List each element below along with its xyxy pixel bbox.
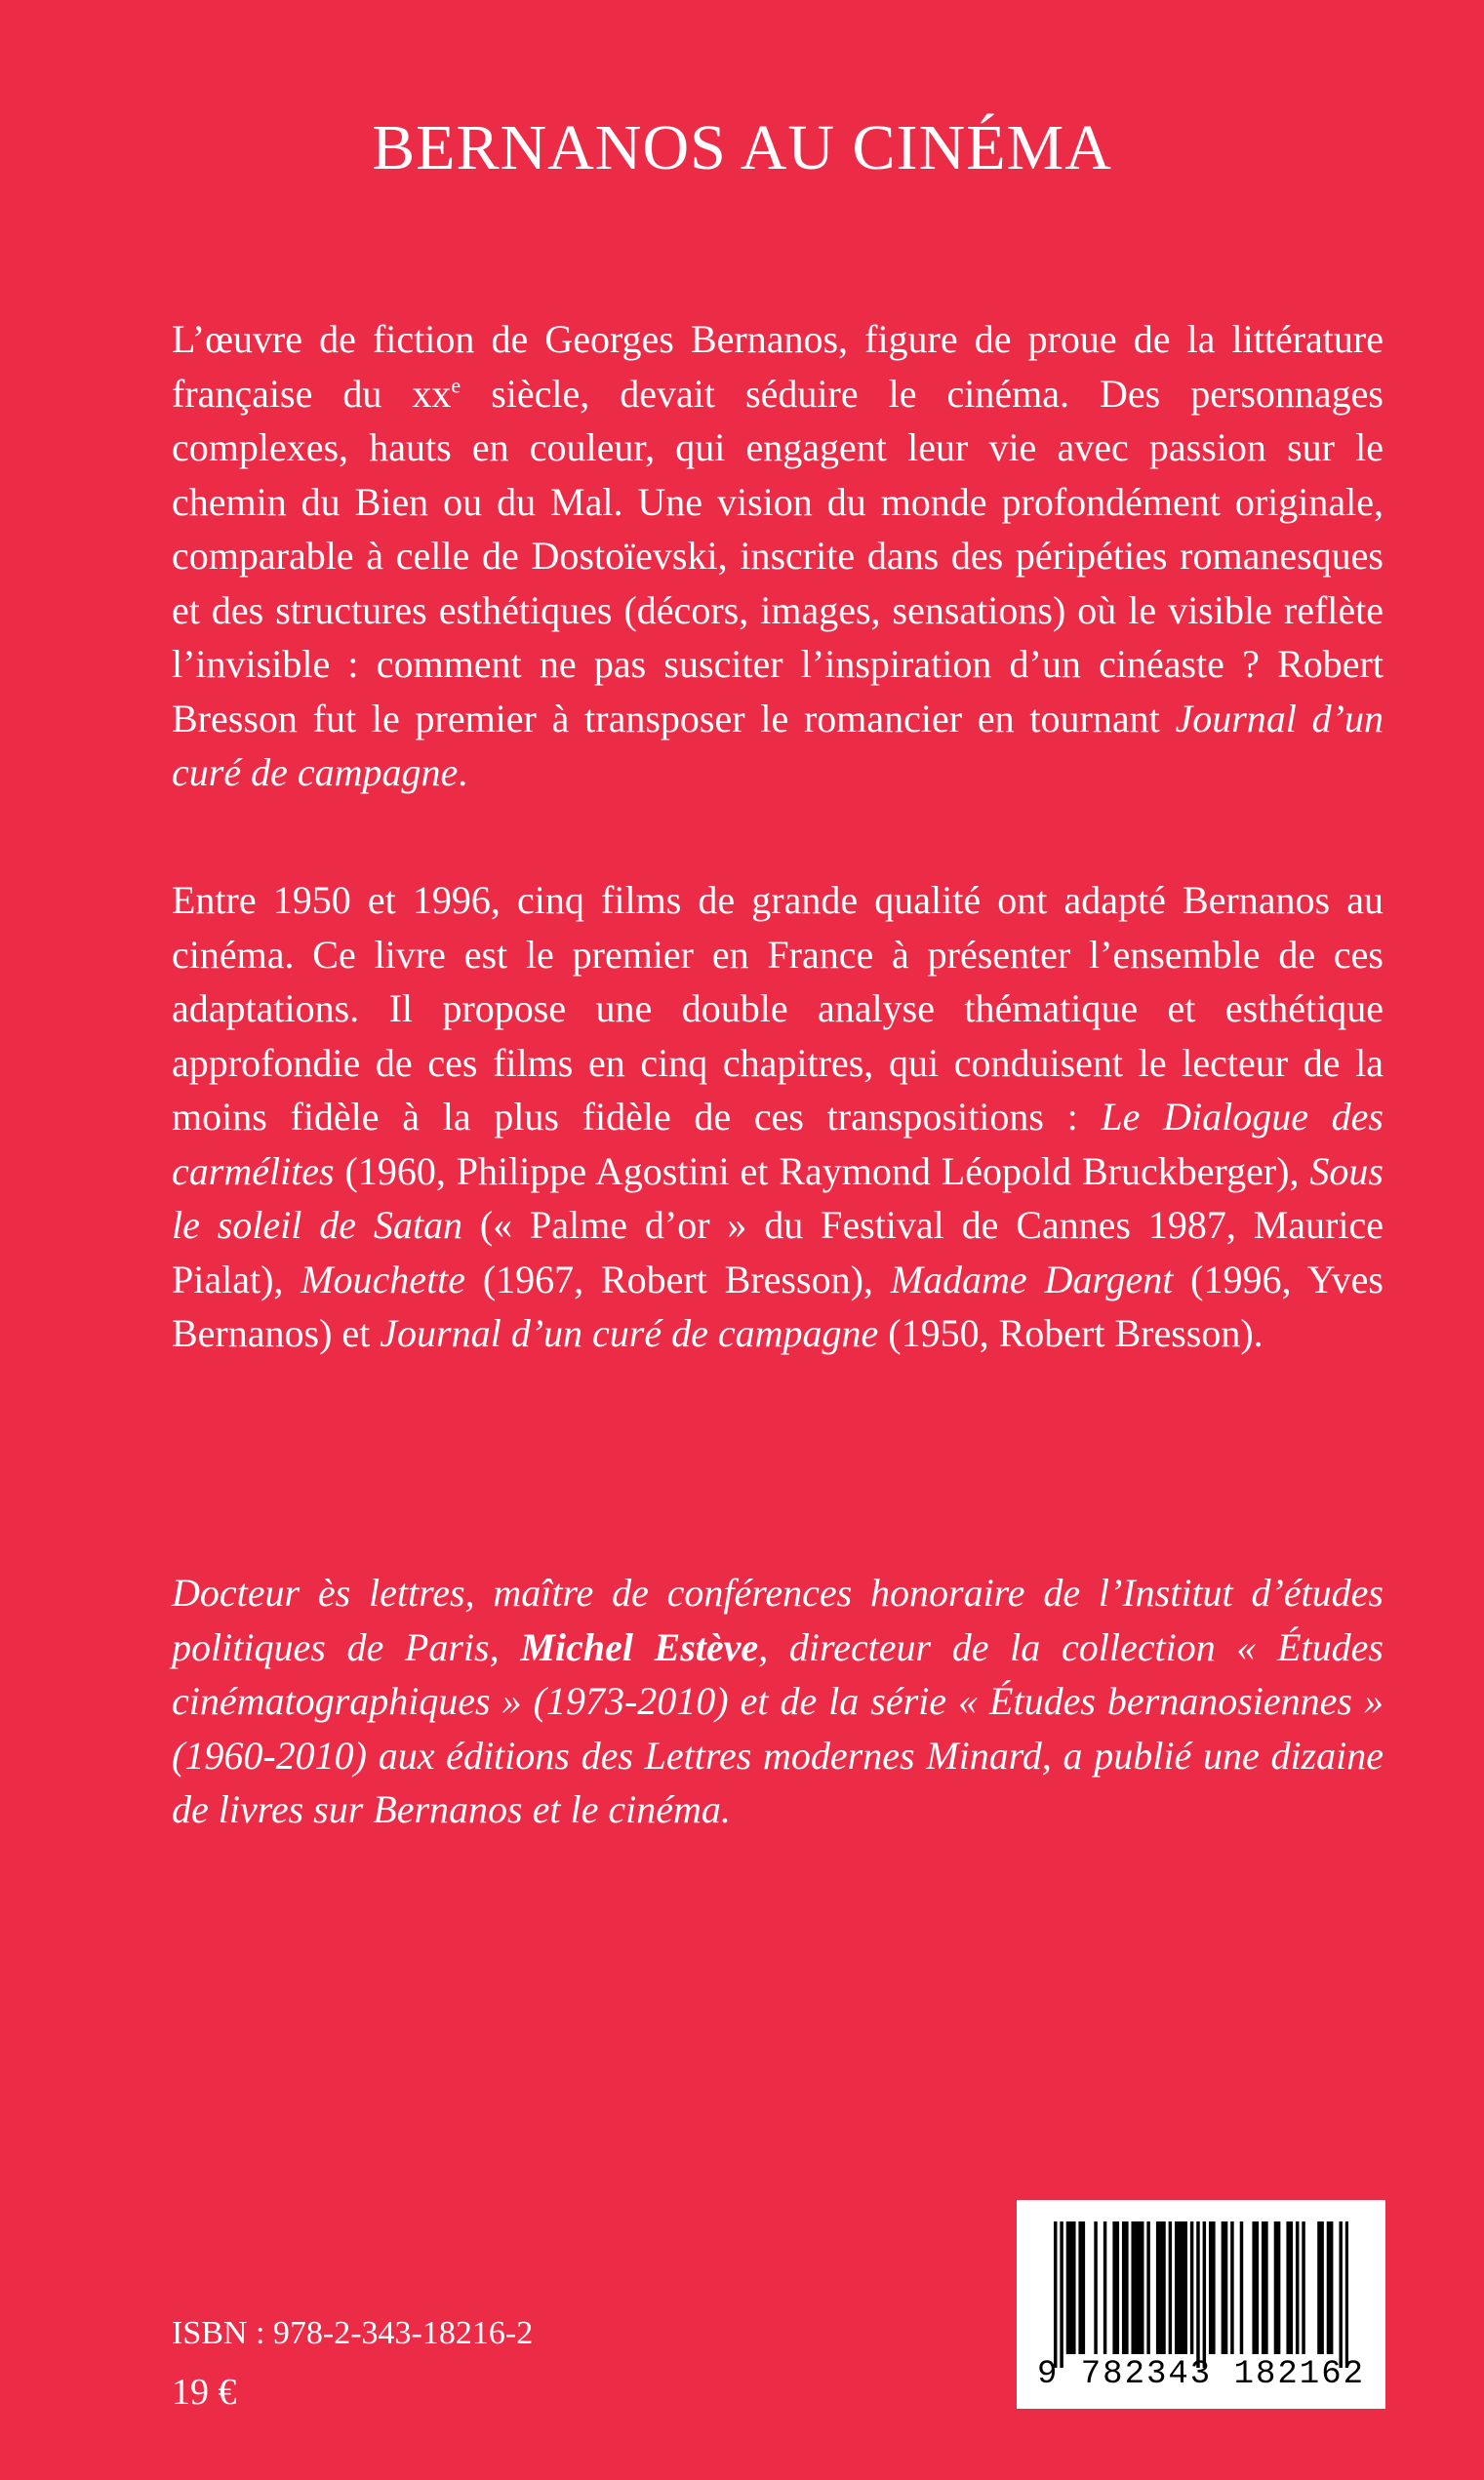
bio-text-a: Docteur ès lettres, maître de conférences honoraire de l’Institut d’études politiques de Paris, (172, 1571, 1384, 1669)
description-paragraph-1 (172, 312, 1384, 800)
barcode-bar (1138, 2221, 1141, 2354)
barcode-bar (1060, 2221, 1063, 2368)
p1-text-a: L’œuvre de fiction de Georges Bernanos, figure de proue de la littérature française du (172, 317, 1384, 416)
barcode-bar (1286, 2221, 1289, 2354)
barcode-bar (1082, 2221, 1085, 2354)
description-paragraph-2 (172, 873, 1384, 1361)
isbn: ISBN : 978-2-343-18216-2 (172, 2315, 534, 2351)
barcode-bar (1103, 2221, 1106, 2354)
barcode-box (1017, 2200, 1385, 2409)
barcode-bar (1339, 2221, 1342, 2368)
film-title-journal-2: Journal d’un curé de campagne (380, 1311, 879, 1355)
barcode-bar (1169, 2221, 1172, 2354)
barcode-bar (1181, 2221, 1183, 2354)
barcode-bar (1256, 2221, 1259, 2354)
barcode-bar (1240, 2221, 1243, 2354)
barcode-digits: 9 782343 182162 (1036, 2356, 1366, 2393)
barcode-bar (1141, 2221, 1143, 2354)
barcode-bar (1203, 2221, 1206, 2368)
century: xx (412, 371, 452, 416)
barcode-bar (1184, 2221, 1187, 2354)
barcode-bar (1112, 2221, 1115, 2354)
film-title-dargent: Madame Dargent (890, 1257, 1174, 1301)
p2-intro: Entre 1950 et 1996, cinq films de grande qualité ont adapté Bernanos au cinéma. Ce livre est le premier en France à présenter l’ensemble de ces adaptations. Il propose une double analyse thématique et esthétique approfondie de ces films en cinq chapitres, qui conduisent le lecteur de la moins fidèle à la plus fidèle de ces transpositions : (172, 878, 1384, 1139)
author-bio (172, 1566, 1384, 1837)
barcode-bar (1209, 2221, 1212, 2354)
film-title-mouchette: Mouchette (301, 1257, 466, 1301)
barcode-bar (1072, 2221, 1075, 2354)
barcode-bar (1252, 2221, 1255, 2354)
barcode-bar (1146, 2221, 1149, 2354)
barcode-bar (1162, 2221, 1165, 2354)
bio-text-b: , directeur de la collection « Études cinématographiques » (1973-2010) et de la série « Études bernanosiennes » (1960-2010) aux éditions des Lettres modernes Minard, a publié une dizaine de livres sur Bernanos et le cinéma. (172, 1624, 1384, 1831)
barcode-bar (1094, 2221, 1097, 2354)
barcode-bar (1066, 2221, 1069, 2354)
barcode-bar (1135, 2221, 1138, 2354)
barcode-bar (1069, 2221, 1072, 2354)
barcode-bar (1131, 2221, 1134, 2354)
barcode-bar (1320, 2221, 1323, 2354)
barcode-bar (1212, 2221, 1215, 2354)
barcode-bar (1175, 2221, 1178, 2354)
barcode-bar (1277, 2221, 1280, 2354)
barcode-bar (1178, 2221, 1181, 2354)
ean13-barcode-icon (1054, 2221, 1348, 2368)
film-info-mouchette: (1967, Robert Bresson), (465, 1257, 891, 1301)
barcode-bar (1122, 2221, 1125, 2354)
p1-text-b: siècle, devait séduire le cinéma. Des personnages complexes, hauts en couleur, qui engagent leur vie avec passion sur le chemin du Bien ou du Mal. Une vision du monde profondément originale, comparable à celle de Dostoïevski, inscrite dans des péripéties romanesques et des structures esthétiques (décors, images, sensations) où le visible reflète l’invisible : comment ne pas susciter l’inspiration d’un cinéaste ? Robert Bresson fut le premier à transposer le romancier en tournant (172, 371, 1384, 740)
barcode-bar (1159, 2221, 1162, 2354)
barcode-bar (1274, 2221, 1277, 2354)
film-info-carmelites: (1960, Philippe Agostini et Raymond Léopold Bruckberger), (334, 1148, 1310, 1193)
century-superscript: e (451, 373, 461, 398)
barcode-bar (1156, 2221, 1159, 2354)
film-title-satan: Sous le soleil de Satan (172, 1148, 1384, 1247)
barcode-bar (1222, 2221, 1224, 2354)
barcode-bar (1196, 2221, 1199, 2368)
author-name: Michel Estève (520, 1624, 759, 1669)
barcode-bar (1054, 2221, 1057, 2368)
film-info-dargent: (1996, Yves Bernanos) et (172, 1257, 1384, 1355)
barcode-bar (1230, 2221, 1233, 2354)
barcode-bar (1264, 2221, 1267, 2354)
barcode-bar (1317, 2221, 1320, 2354)
film-info-satan: (« Palme d’or » du Festival de Cannes 1987, Maurice Pialat), (172, 1203, 1384, 1301)
p1-end: . (458, 750, 468, 794)
price: 19 € (172, 2372, 237, 2413)
barcode-bar (1116, 2221, 1119, 2354)
barcode-bar (1296, 2221, 1299, 2354)
barcode-bar (1302, 2221, 1304, 2354)
barcode-bar (1190, 2221, 1193, 2354)
book-title: BERNANOS AU CINÉMA (372, 112, 1112, 183)
barcode-bar (1345, 2221, 1348, 2368)
barcode-bar (1327, 2221, 1330, 2354)
film-info-journal: (1950, Robert Bresson). (878, 1311, 1263, 1355)
barcode-bar (1125, 2221, 1128, 2354)
barcode-bar (1290, 2221, 1293, 2354)
barcode-bar (1262, 2221, 1264, 2354)
barcode-bar (1078, 2221, 1081, 2354)
film-title-journal: Journal d’un curé de campagne (172, 696, 1384, 794)
barcode-bar (1224, 2221, 1227, 2354)
film-title-carmelites: Le Dialogue des carmélites (172, 1095, 1384, 1193)
barcode-bar (1330, 2221, 1333, 2354)
